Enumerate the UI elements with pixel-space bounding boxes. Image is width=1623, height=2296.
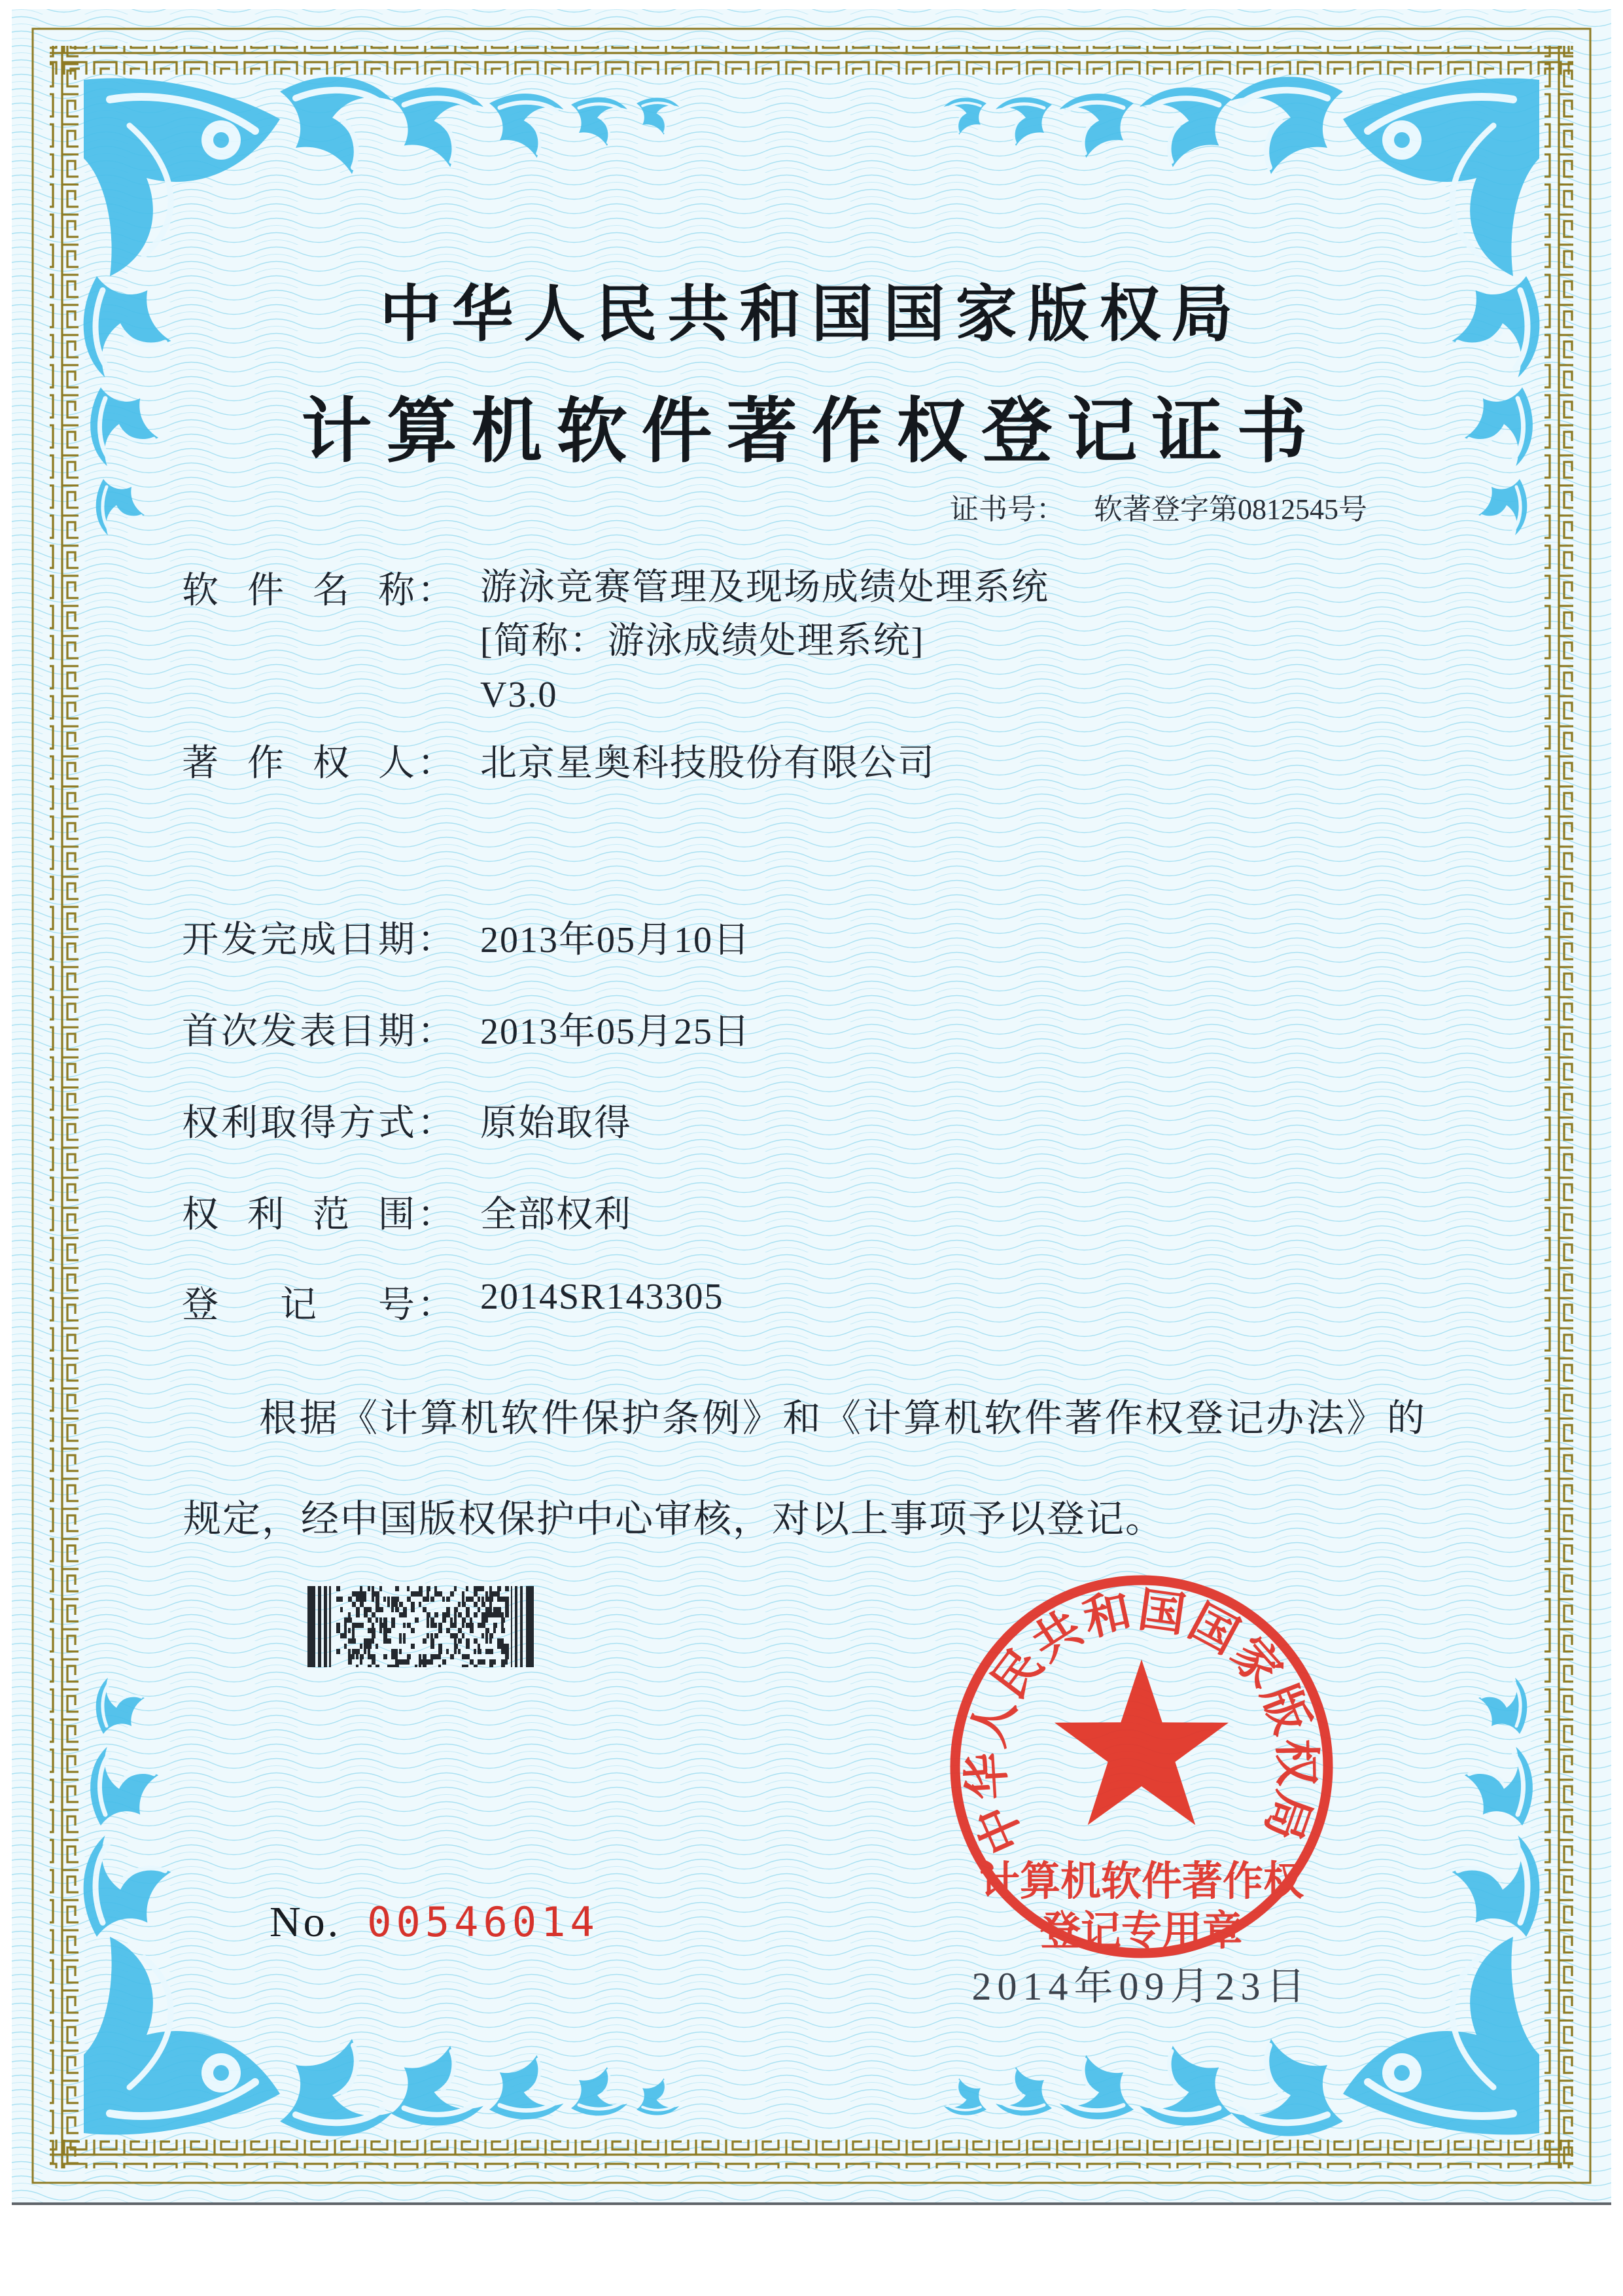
software-name-label: 软件名称	[182, 571, 415, 611]
copyright-owner-label: 著作权人	[182, 743, 415, 784]
seal-line-1: 计算机软件著作权	[979, 1859, 1304, 1904]
dev-complete-date-value: 2013年05月10日	[480, 920, 751, 961]
field-colon: ：	[417, 1285, 454, 1326]
authority-title: 中华人民共和国国家版权局	[379, 279, 1244, 348]
right-scope-label: 权利范围	[182, 1195, 415, 1235]
field-colon: ：	[417, 571, 454, 611]
official-seal	[939, 1564, 1344, 1969]
seal-ring-text: 中华人民共和国国家版权局	[960, 1583, 1323, 1862]
first-publish-date-label: 首次发表日期	[182, 1012, 415, 1052]
serial-number	[270, 1898, 599, 1947]
seal-date: 2014年09月23日	[971, 1965, 1312, 2008]
software-name-line-3: V3.0	[480, 674, 558, 715]
software-name-line-1: 游泳竞赛管理及现场成绩处理系统	[480, 567, 1049, 608]
right-scope-value: 全部权利	[480, 1195, 632, 1235]
barcode	[307, 1586, 534, 1667]
software-name-row	[182, 561, 1049, 722]
registration-no-label: 登记号	[182, 1285, 415, 1326]
scan-edge-line	[12, 2202, 1611, 2205]
registration-no-value: 2014SR143305	[480, 1277, 724, 1317]
serial-digits: 00546014	[367, 1898, 599, 1946]
right-acquisition-label: 权利取得方式	[182, 1103, 415, 1144]
right-acquisition-row	[182, 1094, 632, 1146]
statement-line-1: 根据《计算机软件保护条例》和《计算机软件著作权登记办法》的	[259, 1397, 1426, 1439]
seal-line-2: 登记专用章	[1039, 1909, 1244, 1954]
serial-prefix: No.	[270, 1898, 341, 1946]
copyright-owner-value: 北京星奥科技股份有限公司	[480, 743, 935, 784]
software-name-value	[480, 561, 1049, 722]
field-colon: ：	[417, 1012, 454, 1052]
right-acquisition-value: 原始取得	[480, 1103, 632, 1144]
seal-star-icon	[1055, 1659, 1229, 1825]
field-colon: ：	[417, 920, 454, 961]
field-colon: ：	[417, 1195, 454, 1235]
first-publish-date-row	[182, 1002, 751, 1055]
dev-complete-date-row	[182, 911, 751, 963]
registration-no-row	[182, 1276, 724, 1328]
first-publish-date-value: 2013年05月25日	[480, 1012, 751, 1052]
certificate-title: 计算机软件著作权登记证书	[301, 391, 1322, 470]
certificate-number	[950, 486, 1367, 527]
copyright-owner-row	[182, 734, 935, 786]
certificate-number-value: 软著登字第0812545号	[1094, 493, 1367, 525]
field-colon: ：	[417, 743, 454, 784]
certificate-number-label: 证书号：	[950, 493, 1065, 525]
statement-line-2: 规定，经中国版权保护中心审核，对以上事项予以登记。	[183, 1498, 1165, 1540]
field-colon: ：	[417, 1103, 454, 1144]
dev-complete-date-label: 开发完成日期	[182, 920, 415, 961]
software-name-line-2: [简称：游泳成绩处理系统]	[480, 620, 925, 662]
right-scope-row	[182, 1186, 632, 1238]
